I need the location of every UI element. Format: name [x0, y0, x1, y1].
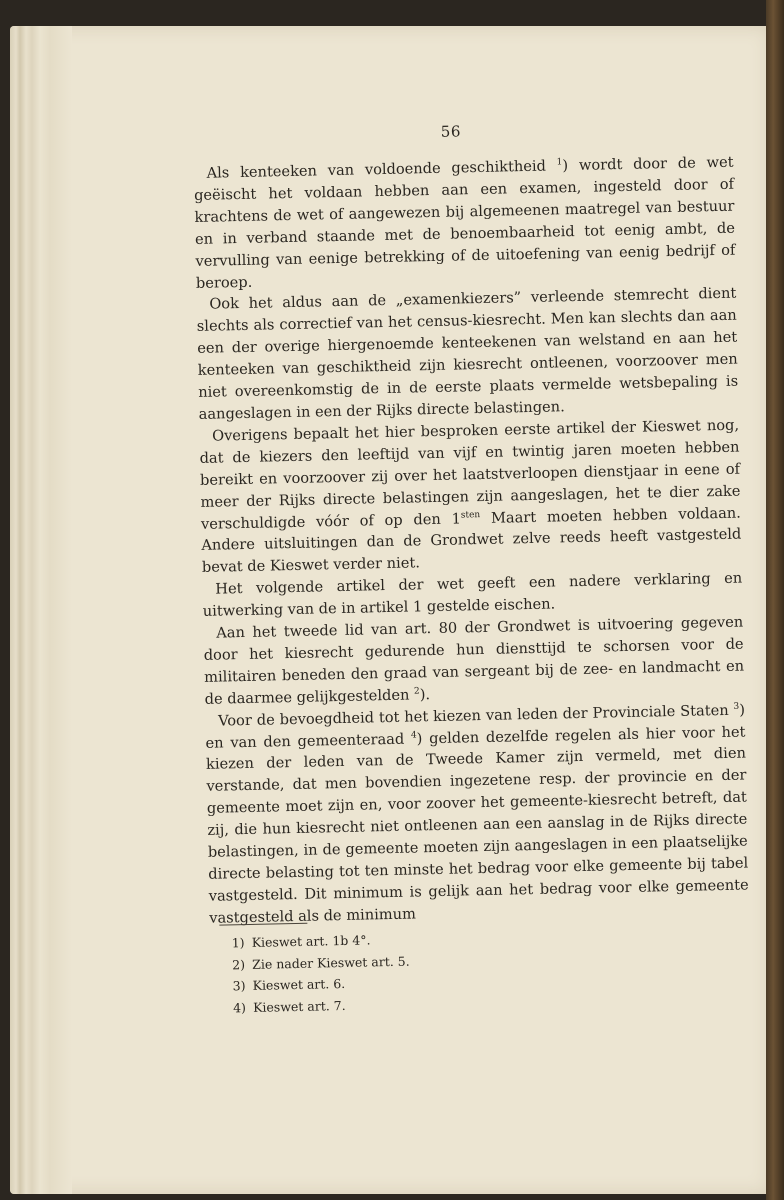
paragraph-4: Het volgende artikel der wet geeft een nadere verklaring en uitwerking van de in artikel 1 gestelde eischen.	[202, 569, 743, 620]
body-text	[193, 152, 749, 930]
superscript-sten: sten	[460, 509, 481, 521]
page-number: 56	[440, 122, 462, 141]
footnote-3: 3) Kieswet art. 6.	[232, 975, 346, 994]
footnote-ref-2: 2	[413, 686, 420, 697]
footnote-ref-1: 1	[556, 157, 563, 168]
paragraph-1: Als kenteeken van voldoende geschiktheid $^1$) wordt door de wet geëischt het voldaan hebben aan een examen, ingesteld door of krachtens de wet of aangewezen bij algemeenen maatregel van bestuur en in verband staande met de benoembaarheid tot eenig ambt, de vervulling van eenige betrekking of de uitoefening van eenig bedrijf of beroep.	[193, 153, 736, 292]
paragraph-3: Overigens bepaalt het hier besproken eerste artikel der Kieswet nog, dat de kiezers den leeftijd van vijf en twintig jaren moeten hebben bereikt en voorzoover zij over het laatstverloopen dienstjaar in eene of meer der Rijks directe belastingen zijn aangeslagen, het te dier zake verschuldigde vóór of op den $1^{sten}$ Maart moeten hebben voldaan. Andere uitsluitingen dan de Grondwet zelve reeds heeft vastgesteld bevat de Kieswet verder niet.	[199, 416, 742, 577]
footnotes	[232, 929, 411, 1019]
book-cover-edge	[766, 0, 784, 1200]
paragraph-6: Voor de bevoegdheid tot het kiezen van leden der Provinciale Staten $^3$) en van den gemeenteraad $^4$) gelden dezelfde regelen als hier voor het kiezen der leden van de Tweede Kamer zijn vermeld, met dien verstande, dat men bovendien ingezetene resp. der provincie en der gemeente moet zijn en, voor zoover het gemeente-kiesrecht betreft, dat zij, die hun kiesrecht niet ontleenen aan een aanslag in de Rijks directe belastingen, in de gemeente moeten zijn aangeslagen in een plaatselijke directe belasting tot ten minste het bedrag voor elke gemeente bij tabel vastgesteld. Dit minimum is gelijk aan het bedrag voor elke gemeente vastgesteld als de minimum	[205, 701, 749, 927]
paragraph-5: Aan het tweede lid van art. 80 der Grondwet is uitvoering gegeven door het kiesrecht gedurende hun diensttijd te schorsen voor de militairen beneden den graad van sergeant bij de zee- en landmacht en de daarmee gelijkgestelden $^2$).	[203, 613, 745, 708]
book-spine	[10, 26, 72, 1194]
footnote-4: 4) Kieswet art. 7.	[232, 997, 346, 1015]
paragraph-2: Ook het aldus aan de „examenkiezers” verleende stemrecht dient slechts als correctief van het census-kiesrecht. Men kan slechts dan aan een der overige hiergenoemde kenteekenen van welstand en aan het kenteeken van geschiktheid zijn kiesrecht ontleenen, voorzoover men niet overeenkomstig de in de eerste plaats vermelde wetsbepaling is aangeslagen in een der Rijks directe belastingen.	[196, 285, 739, 423]
footnote-ref-4: 4	[410, 730, 417, 741]
footnote-2: 2) Zie nader Kieswet art. 5.	[232, 953, 410, 972]
footnote-ref-3: 3	[733, 701, 740, 712]
footnote-1: 1) Kieswet art. 1b 4°.	[231, 932, 371, 951]
